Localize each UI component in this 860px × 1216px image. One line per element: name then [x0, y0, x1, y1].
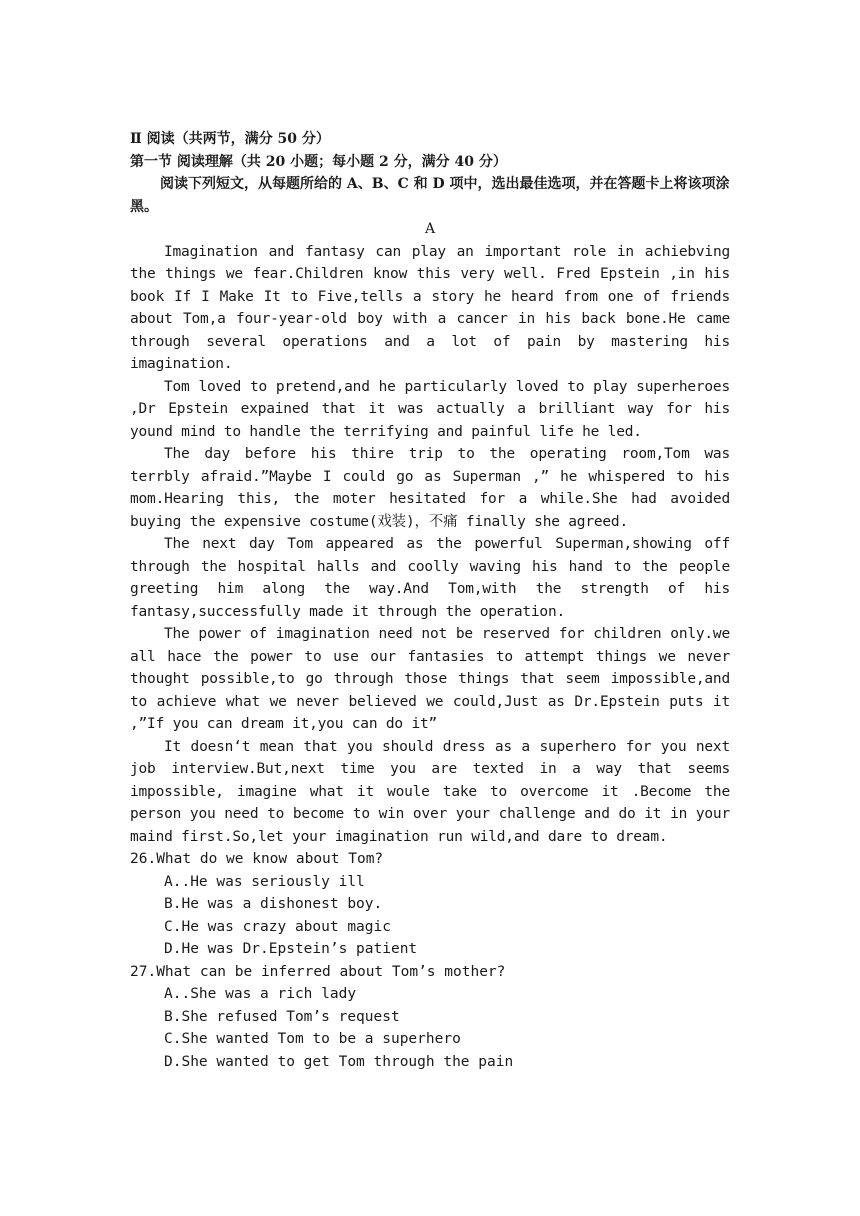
passage-paragraph: The power of imagination need not be reserved for children only.we all hace the power to use our fantasies to attempt things we never thought possible,to go through those things that seem impossible,and to achieve what we never believed we could,Just as Dr.Epstein puts it ,”If you can dream it,you can do it” [130, 626, 730, 732]
question-stem: 26.What do we know about Tom? [130, 851, 384, 867]
question-27 [130, 961, 730, 1074]
passage-paragraph: The next day Tom appeared as the powerful Superman,showing off through the hospital halls and coolly waving his hand to the people greeting him along the way.And Tom,with the strength of his fantasy,successfully made it through the operation. [130, 536, 730, 620]
option-a: A..He was seriously ill [164, 873, 365, 890]
option-b: B.She refused Tom’s request [164, 1008, 400, 1025]
instruction-text: 阅读下列短文，从每题所给的 A、B、C 和 D 项中，选出最佳选项，并在答题卡上将该项涂黑。 [130, 176, 730, 215]
option-c: C.He was crazy about magic [164, 918, 391, 935]
part-heading: Ⅱ 阅读（共两节，满分 50 分） [130, 131, 330, 147]
reading-section [130, 128, 730, 1073]
passage-paragraph: Imagination and fantasy can play an important role in achiebving the things we fear.Children know this very well. Fred Epstein ,in his book If I Make It to Five,tells a story he heard from one of friends about Tom,a four-year-old boy with a cancer in his back bone.He came through several operations and a lot of pain by mastering his imagination. [130, 243, 730, 372]
section-heading: 第一节 阅读理解（共 20 小题；每小题 2 分，满分 40 分） [130, 153, 507, 170]
option-a: A..She was a rich lady [164, 986, 357, 1002]
option-d: D.She wanted to get Tom through the pain [164, 1053, 514, 1070]
option-c: C.She wanted Tom to be a superhero [164, 1031, 461, 1047]
question-stem: 27.What can be inferred about Tom’s mother? [130, 963, 506, 980]
passage-letter: A [424, 221, 436, 237]
option-b: B.He was a dishonest boy. [164, 896, 383, 912]
option-d: D.He was Dr.Epstein’s patient [164, 941, 418, 957]
passage-paragraph: It doesn‘t mean that you should dress as a superhero for you next job interview.But,next time you are texted in a way that seems impossible, imagine what it woule take to overcome it .Become the person you need to become to win over your challenge and do it in your maind first.So,let your imagination run wild,and dare to dream. [130, 738, 730, 845]
question-26 [130, 848, 730, 961]
passage-paragraph: The day before his thire trip to the operating room,Tom was terrbly afraid.”Maybe I could go as Superman ,” he whispered to his mom.Hearing this, the moter hesitated for a while.She had avoided buying the expensive costume(戏装)，不痛 finally she agreed. [130, 446, 730, 530]
passage-paragraph: Tom loved to pretend,and he particularly loved to play superheroes ,Dr Epstein expained that it was actually a brilliant way for his yound mind to handle the terrifying and painful life he led. [130, 378, 730, 440]
